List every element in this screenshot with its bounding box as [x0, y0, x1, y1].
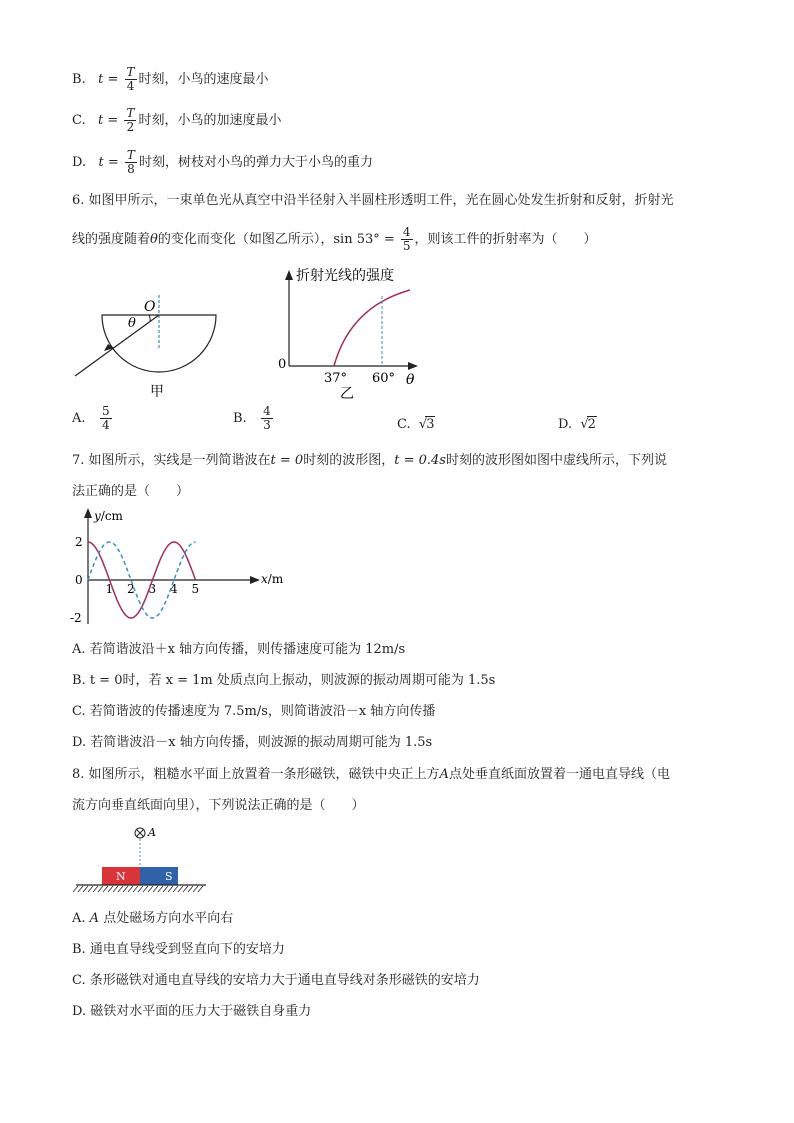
hatch-line [73, 886, 78, 892]
q7-stem-line2: 法正确的是（ ） [72, 484, 190, 499]
q8-stem-line2: 流方向垂直纸面向里），下列说法正确的是（ ） [72, 798, 365, 813]
y-tick-label: -2 [70, 611, 82, 625]
q8-option-c: C. 条形磁铁对通电直导线的安培力大于通电直导线对条形磁铁的安培力 [72, 973, 480, 988]
hatch-line [158, 886, 163, 892]
hatch-line [133, 886, 138, 892]
figure-yi [272, 258, 432, 400]
x-tick-label: 4 [170, 582, 178, 596]
ray-arrow-icon [104, 344, 114, 351]
hatch-line [183, 886, 188, 892]
fraction: $\frac{T}{4}$ [126, 65, 135, 93]
y-axis-arrow-icon [84, 508, 92, 518]
ground-hatching [73, 886, 203, 892]
angle-arc [149, 315, 150, 322]
sqrt-icon: √ [580, 417, 589, 432]
q7-option-d: D. 若简谐波沿－x 轴方向传播，则波源的振动周期可能为 1.5s [72, 735, 433, 750]
figure-jia [64, 292, 234, 404]
hatch-line [93, 886, 98, 892]
hatch-line [118, 886, 123, 892]
tick-label-60: 60° [372, 371, 396, 386]
q7-option-b: B. t = 0时，若 x = 1m 处质点向上振动，则波源的振动周期可能为 1.5s [72, 673, 496, 688]
y-tick-label: 0 [75, 573, 83, 587]
fraction: $\frac{T}{2}$ [126, 106, 135, 134]
hatch-line [88, 886, 93, 892]
hatch-line [138, 886, 143, 892]
incident-ray [75, 315, 159, 376]
fraction: $\frac{4}{3}$ [263, 404, 271, 432]
hatch-line [148, 886, 153, 892]
x-tick-label: 3 [148, 582, 157, 596]
y-axis-label: y/cm [94, 509, 123, 523]
hatch-line [123, 886, 128, 892]
origin-label: 0 [278, 357, 287, 372]
x-axis-label: θ [406, 372, 415, 388]
hatch-line [78, 886, 83, 892]
tick-label-37: 37° [324, 371, 348, 386]
q5-option-d: D. t = $\frac{T}{8}$ 时刻，树枝对小鸟的弹力大于小鸟的重力 [72, 148, 373, 176]
hatch-line [168, 886, 173, 892]
q7-option-a: A. 若简谐波沿＋x 轴方向传播，则传播速度可能为 12m/s [72, 642, 406, 657]
hatch-line [163, 886, 168, 892]
q5-option-b: B. t = $\frac{T}{4}$ 时刻，小鸟的速度最小 [72, 65, 269, 93]
x-axis-arrow-icon [408, 362, 418, 370]
hatch-line [198, 886, 203, 892]
q5-option-c: C. t = $\frac{T}{2}$ 时刻，小鸟的加速度最小 [72, 106, 282, 134]
q8-stem-line1: 8. 如图所示，粗糙水平面上放置着一条形磁铁，磁铁中央正上方A点处垂直纸面放置着一通电直导线（电 [72, 767, 670, 782]
angle-label-theta: θ [128, 316, 136, 331]
hatch-line [108, 886, 113, 892]
x-tick-label: 2 [127, 582, 135, 596]
q6-stem-line2: 线的强度随着θ的变化而变化（如图乙所示），sin 53° = $\frac{4}{5}$ ，则该工件的折射率为（ ） [72, 225, 597, 253]
label-n: N [116, 870, 126, 883]
q6-option-b: B. $\frac{4}{3}$ [233, 404, 271, 432]
x-tick-label: 5 [191, 582, 200, 596]
label-s: S [165, 870, 173, 883]
q8-option-d: D. 磁铁对水平面的压力大于磁铁自身重力 [72, 1004, 312, 1019]
hatch-line [153, 886, 158, 892]
hatch-line [98, 886, 103, 892]
hatch-line [188, 886, 193, 892]
y-axis-arrow-icon [285, 270, 293, 280]
q8-option-a: A. A 点处磁场方向水平向右 [72, 911, 234, 926]
fraction: $\frac{5}{4}$ [101, 404, 110, 432]
hatch-line [193, 886, 198, 892]
q7-stem-line1: 7. 如图所示，实线是一列简谐波在t = 0时刻的波形图，t = 0.4s时刻的波形图如图中虚线所示，下列说 [72, 453, 667, 468]
magnet-figure [70, 822, 220, 898]
x-axis-label: x/m [261, 572, 284, 586]
caption-yi: 乙 [340, 386, 354, 400]
sqrt-icon: √ [418, 417, 428, 432]
wave-chart [64, 504, 294, 632]
q8-option-b: B. 通电直导线受到竖直向下的安培力 [72, 942, 285, 957]
hatch-line [113, 886, 118, 892]
x-tick-label: 1 [105, 582, 114, 596]
hatch-line [143, 886, 148, 892]
x-axis-arrow-icon [250, 576, 260, 584]
hatch-line [178, 886, 183, 892]
hatch-line [173, 886, 178, 892]
hatch-line [103, 886, 108, 892]
fraction: $\frac{T}{8}$ [126, 148, 135, 176]
q6-option-d: D. √2 [558, 417, 596, 432]
y-tick-label: 2 [75, 535, 83, 549]
y-axis-label: 折射光线的强度 [296, 268, 394, 284]
q6-stem-line1: 6. 如图甲所示，一束单色光从真空中沿半径射入半圆柱形透明工件，光在圆心处发生折射和反射，折射光 [72, 193, 674, 208]
q6-option-c: C. √3 [397, 417, 435, 432]
point-label-a: A [148, 826, 156, 839]
caption-jia: 甲 [150, 384, 164, 400]
center-label-o: O [144, 299, 156, 315]
intensity-curve [334, 290, 410, 366]
q7-option-c: C. 若简谐波的传播速度为 7.5m/s，则简谐波沿－x 轴方向传播 [72, 704, 436, 719]
fraction: $\frac{4}{5}$ [402, 225, 411, 253]
hatch-line [128, 886, 133, 892]
q6-option-a: A. $\frac{5}{4}$ [72, 404, 110, 432]
hatch-line [83, 886, 88, 892]
